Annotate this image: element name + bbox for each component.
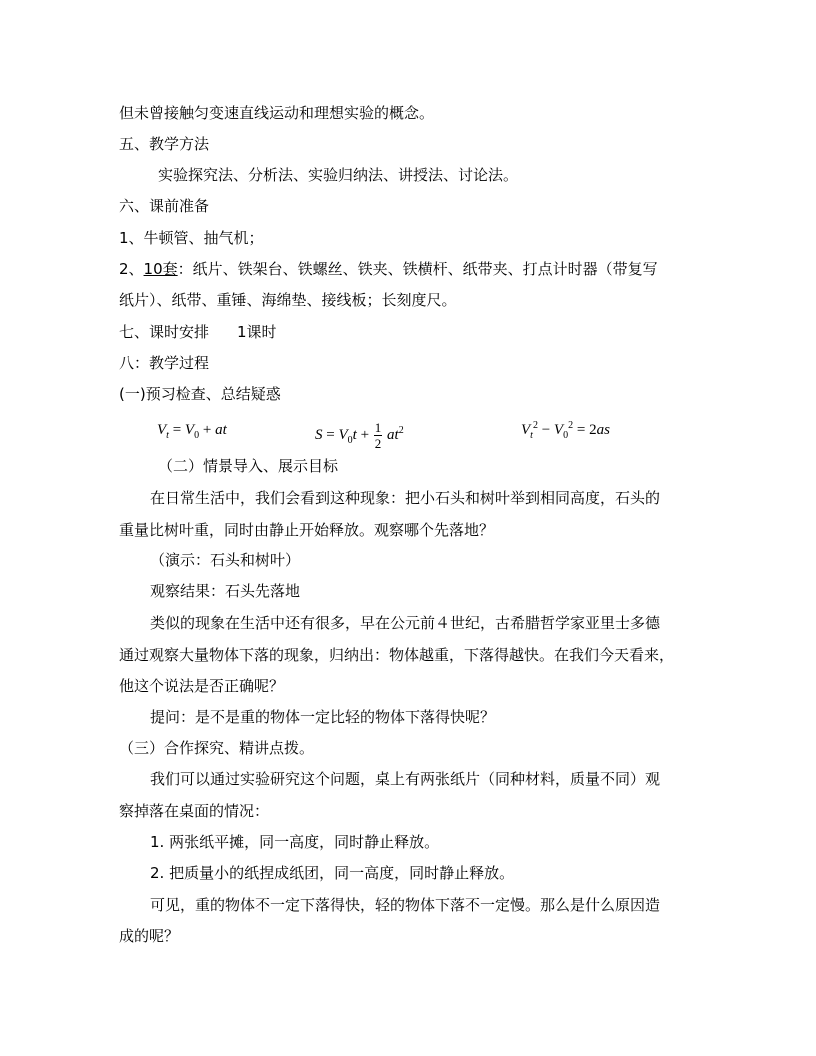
paragraph-line: 实验探究法、分析法、实验归纳法、讲授法、讨论法。: [158, 166, 519, 184]
list-item: 1、牛顿管、抽气机；: [119, 229, 264, 247]
paragraph-line: 重量比树叶重，同时由静止开始释放。观察哪个先落地？: [119, 521, 495, 539]
paragraph-line: 类似的现象在生活中还有很多，早在公元前４世纪，古希腊哲学家亚里士多德: [150, 614, 661, 632]
paragraph-line: （演示：石头和树叶）: [150, 551, 301, 569]
list-item: [119, 259, 658, 279]
formula-velocity-displacement: $V_t^2 - V_0^2 = 2as$: [521, 420, 610, 441]
paragraph-line: 他这个说法是否正确呢？: [119, 677, 285, 695]
subsection-heading: （二）情景导入、展示目标: [158, 457, 339, 475]
paragraph-line: 观察结果：石头先落地: [150, 582, 301, 600]
item-text: ：纸片、铁架台、铁螺丝、铁夹、铁横杆、纸带夹、打点计时器（带复写: [177, 260, 658, 278]
formula-velocity: $V_t = V_0$ + at: [157, 422, 227, 441]
paragraph-line: 提问：是不是重的物体一定比轻的物体下落得快呢？: [150, 708, 496, 726]
paragraph-line: 成的呢？: [119, 927, 180, 945]
section-heading: 八：教学过程: [119, 354, 210, 372]
paragraph-line: 可见，重的物体不一定下落得快，轻的物体下落不一定慢。那么是什么原因造: [150, 896, 661, 914]
list-item: 2. 把质量小的纸捏成纸团，同一高度，同时静止释放。: [150, 864, 515, 882]
paragraph-line: 但未曾接触匀变速直线运动和理想实验的概念。: [119, 104, 435, 122]
paragraph-line: 在日常生活中，我们会看到这种现象：把小石头和树叶举到相同高度，石头的: [150, 489, 661, 507]
paragraph-line: 通过观察大量物体下落的现象，归纳出：物体越重，下落得越快。在我们今天看来，: [119, 646, 675, 664]
section-heading: 五、教学方法: [119, 135, 210, 153]
list-item: 1. 两张纸平摊，同一高度，同时静止释放。: [150, 833, 440, 851]
underlined-quantity: 10套: [143, 260, 178, 278]
formula-displacement: $S = V_0t$ + $\frac{1}{2}$ $at^2$: [315, 420, 404, 451]
lesson-count: 1课时: [237, 323, 277, 341]
subsection-heading: （三）合作探究、精讲点拨。: [119, 739, 315, 757]
section-heading: 六、课前准备: [119, 197, 210, 215]
subsection-heading: (一)预习检查、总结疑惑: [119, 385, 281, 403]
paragraph-line: 纸片）、纸带、重锤、海绵垫、接线板；长刻度尺。: [119, 291, 457, 309]
section-heading: [119, 322, 277, 342]
heading-text: 七、课时安排: [119, 323, 210, 341]
paragraph-line: 察掉落在桌面的情况：: [119, 802, 270, 820]
paragraph-line: 我们可以通过实验研究这个问题，桌上有两张纸片（同种材料，质量不同）观: [150, 770, 661, 788]
item-number: 2、: [119, 260, 144, 278]
